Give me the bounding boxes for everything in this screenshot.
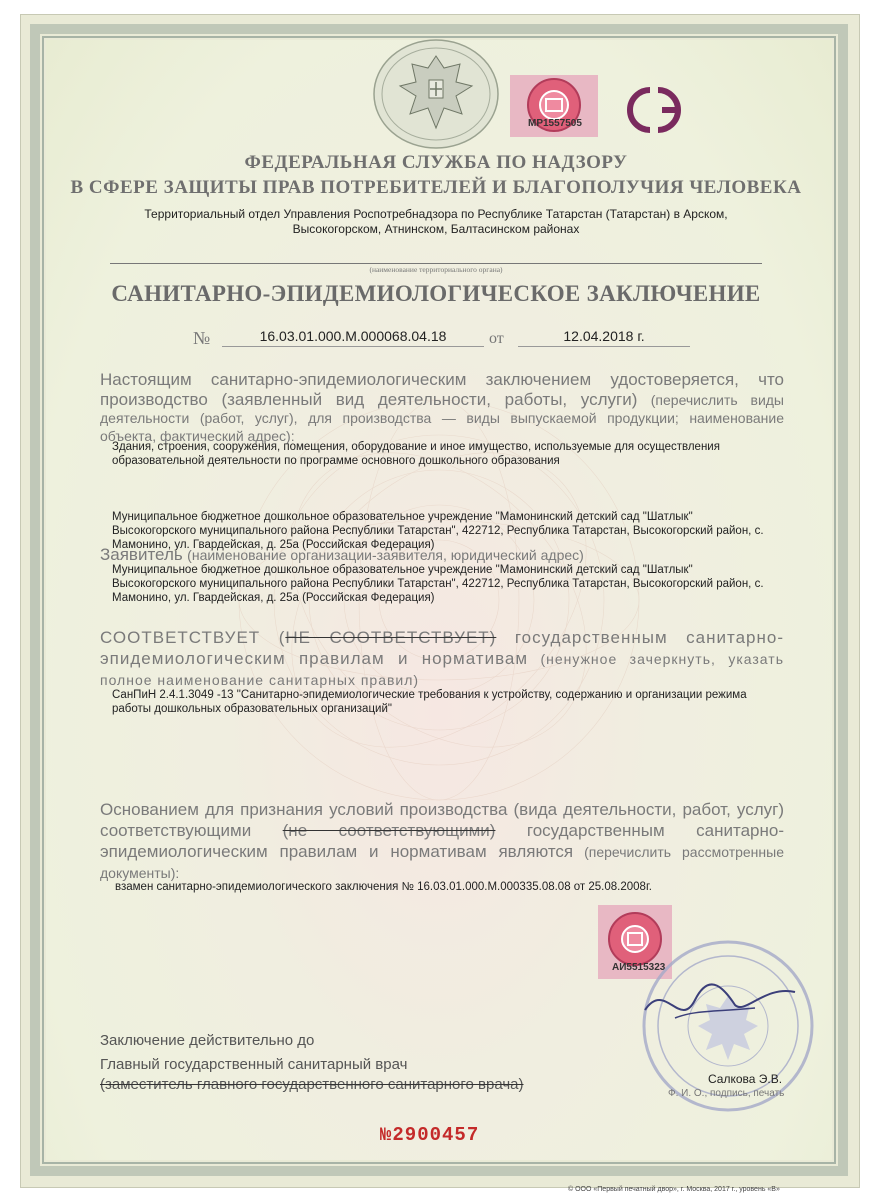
- sanitary-rules-text: СанПиН 2.4.1.3049 -13 "Санитарно-эпидемиологические требования к устройству, содержанию и организации режима работы дошкольных образовательных организаций": [112, 689, 747, 715]
- agency-title-line2: В СФЕРЕ ЗАЩИТЫ ПРАВ ПОТРЕБИТЕЛЕЙ И БЛАГОПОЛУЧИЯ ЧЕЛОВЕКА: [70, 177, 802, 198]
- territorial-caption: (наименование территориального органа): [369, 265, 503, 274]
- signature: [635, 970, 805, 1040]
- production-hint: (перечислить виды деятельности (работ, услуг), для производства — виды выпускаемой продукции; наименование объекта, фактический адрес):: [100, 392, 784, 444]
- basis-statement: [100, 800, 784, 884]
- date-label: от: [489, 330, 504, 347]
- applicant-heading: [100, 545, 784, 565]
- territorial-underline: [110, 263, 762, 264]
- hologram-code: MP1557505: [528, 118, 582, 129]
- basis-lead-a: Основанием для признания условий производства (вида деятельности, работ, услуг) соответствующими: [100, 800, 784, 840]
- conformity-mark-icon: [620, 82, 692, 138]
- document-title: САНИТАРНО-ЭПИДЕМИОЛОГИЧЕСКОЕ ЗАКЛЮЧЕНИЕ: [111, 281, 761, 306]
- basis-lead-b: государственным санитарно-эпидемиологическим правилам и нормативам являются: [100, 821, 784, 861]
- not-conforms-struck: НЕ СООТВЕТСТВУЕТ): [285, 628, 497, 647]
- production-statement: [100, 370, 784, 446]
- hologram-code-bottom: АИ5515323: [612, 962, 666, 973]
- production-lead: Настоящим санитарно-эпидемиологическим заключением удостоверяется, что производство (заявленный вид деятельности, работы, услуги): [100, 370, 784, 409]
- number-value: 16.03.01.000.М.000068.04.18: [222, 328, 484, 347]
- object-text: Муниципальное бюджетное дошкольное образовательное учреждение "Мамонинский детский сад "Шатлык" Высокогорского муниципального района Республики Татарстан", 422712, Республика Татарстан, Высокогорский район, с. Мамонино, ул. Гвардейская, д. 25а (Российская Федерация): [112, 511, 764, 551]
- conformity-statement: [100, 628, 784, 691]
- conforms-text: СООТВЕТСТВУЕТ (: [100, 628, 286, 647]
- conformity-rest: государственным санитарно-эпидемиологическим правилам и нормативам: [100, 628, 784, 668]
- printer-imprint: © ООО «Первый печатный двор», г. Москва, 2017 г., уровень «В»: [568, 1186, 780, 1193]
- activity-text: Здания, строения, сооружения, помещения, оборудование и иное имущество, используемые для осуществления образовательной деятельности по программе основного дошкольного образования: [112, 441, 720, 467]
- applicant-hint: (наименование организации-заявителя, юридический адрес): [187, 547, 584, 563]
- deputy-label-struck: (заместитель главного государственного санитарного врача): [100, 1076, 524, 1093]
- date-value: 12.04.2018 г.: [518, 328, 690, 347]
- serial-number: №2900457: [380, 1124, 480, 1146]
- eagle-emblem: [372, 38, 500, 150]
- territorial-body: Территориальный отдел Управления Роспотребнадзора по Республике Татарстан (Татарстан) в Арском, Высокогорском, Атнинском, Балтасинском районах: [144, 207, 728, 236]
- applicant-text: Муниципальное бюджетное дошкольное образовательное учреждение "Мамонинский детский сад "Шатлык" Высокогорского муниципального района Республики Татарстан", 422712, Республика Татарстан, Высокогорский район, с. Мамонино, ул. Гвардейская, д. 25а (Российская Федерация): [112, 564, 764, 604]
- signer-caption: Ф. И. О., подпись, печать: [668, 1088, 785, 1099]
- basis-documents: взамен санитарно-эпидемиологического заключения № 16.03.01.000.М.000335.08.08 от 25.08.2008г.: [115, 881, 652, 893]
- agency-title-line1: ФЕДЕРАЛЬНАЯ СЛУЖБА ПО НАДЗОРУ: [244, 152, 628, 173]
- number-label: №: [193, 328, 211, 348]
- valid-until-label: Заключение действительно до: [100, 1032, 315, 1049]
- chief-doctor-label: Главный государственный санитарный врач: [100, 1056, 408, 1073]
- conformity-hint: (ненужное зачеркнуть, указать полное наименование санитарных правил): [100, 651, 784, 688]
- basis-hint: (перечислить рассмотренные документы):: [100, 844, 784, 881]
- basis-struck: (не соответствующими): [282, 821, 496, 840]
- signer-name: Салкова Э.В.: [708, 1072, 783, 1086]
- applicant-label: Заявитель: [100, 545, 183, 564]
